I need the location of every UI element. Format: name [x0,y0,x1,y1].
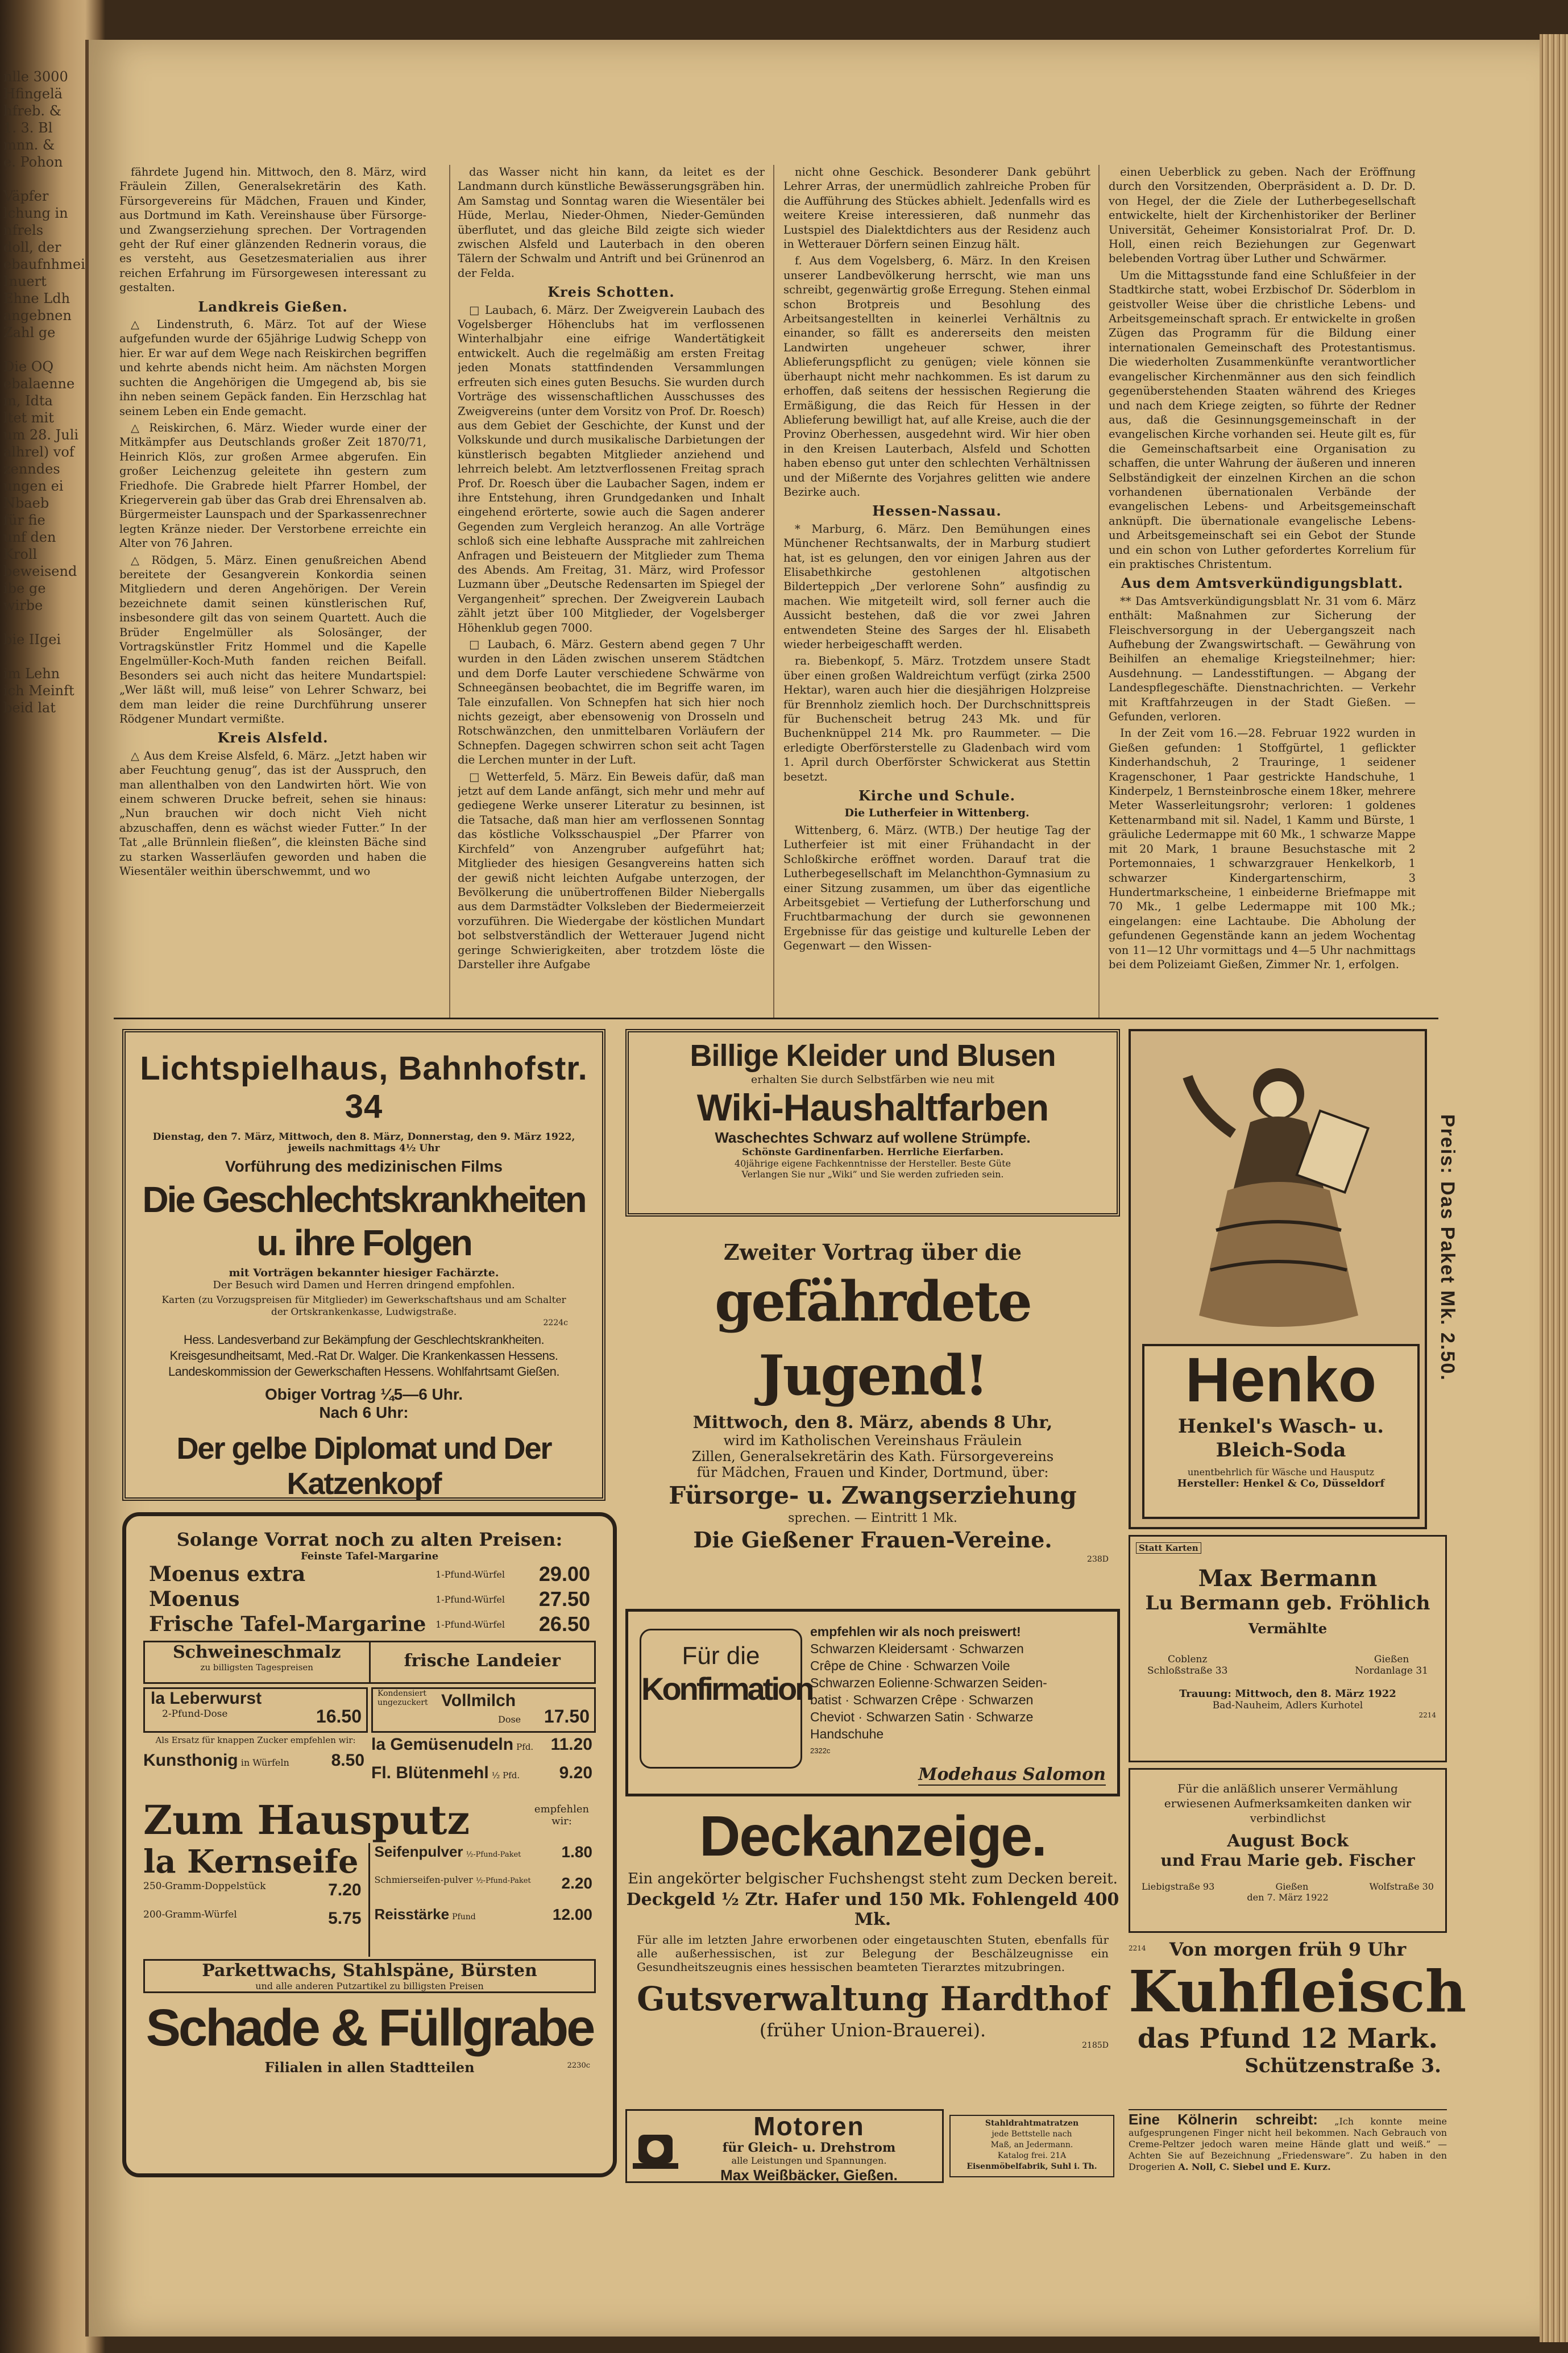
cinema-dates: Dienstag, den 7. März, Mittwoch, den 8. März, Donnerstag, den 9. März 1922, jeweils nachmittags 4½ Uhr [152,1131,575,1154]
confirmation-line: empfehlen wir als noch preiswert! [810,1624,1021,1639]
edge-text-line: m, Idta [3,393,53,409]
motor-ad [625,2109,944,2183]
text-column-1 [119,165,426,1018]
confirmation-line: batist · Schwarzen Crêpe · Schwarzen [810,1692,1034,1707]
ad-code: 2230c [567,2061,590,2070]
soft-soap-unit: ½-Pfund-Paket [475,1877,531,1885]
edge-text-line: ebaufnhmei [3,256,85,272]
groom-name: Max Bermann [1198,1565,1378,1592]
stud-ad [625,1802,1120,2109]
edge-text-line [0,341,91,358]
edge-text-line: ltet mit [3,410,54,426]
edge-text-line: ich Meinft [3,683,74,699]
edge-text-line: Kroll [3,546,38,562]
edge-text-line: alhrel) vof [3,444,74,460]
mattress-line: Maß, an Jedermann. [990,2140,1073,2149]
edge-text-line: zenndes [3,461,60,477]
product-name: Frische Tafel-Margarine [149,1612,426,1636]
powder-label: Seifenpulver [374,1843,463,1860]
section-heading: Hessen-Nassau. [872,503,1002,520]
soap-double-price: 7.20 [328,1881,362,1899]
edge-text-line: ibe ge [3,580,46,596]
soap-cube: 200-Gramm-Würfel [143,1909,237,1920]
grocery-sub: Feinste Tafel-Margarine [300,1550,439,1562]
cinema-after: Nach 6 Uhr: [319,1404,409,1421]
edge-text-line: mnn. & [3,137,55,153]
product-name: Moenus extra [149,1562,306,1586]
confirmation-line: Crêpe de Chine · Schwarzen Voile [810,1658,1010,1673]
margarine-row [149,1562,590,1587]
confirmation-left-2: Konfirmation [641,1671,812,1707]
product-unit: 1-Pfund-Würfel [435,1569,505,1580]
product-price: 26.50 [538,1612,590,1636]
lard-sub: zu billigsten Tagespreisen [200,1662,313,1673]
edge-text-line [0,648,91,665]
ad-code: 2214 [1129,1944,1146,1952]
ad-code: 2185D [1082,2041,1109,2050]
lecture-org: Die Gießener Frauen-Vereine. [693,1527,1052,1553]
woman-illustration [1165,1043,1392,1338]
ad-code: 2224c [543,1318,568,1327]
text-column-4 [1109,165,1416,1018]
lecture-intro: Zweiter Vortrag über die [723,1239,1022,1265]
motor-sub: für Gleich- u. Drehstrom [722,2140,896,2155]
henko-price: Preis: Das Paket Mk. 2.50. [1437,1114,1458,1381]
grocery-branches: Filialen in allen Stadtteilen [264,2059,475,2076]
section-divider [114,1018,1438,1019]
lecture-title: gefährdete Jugend! [715,1269,1031,1408]
edge-text-line: nlle 3000 [3,69,68,85]
henko-sub: Henkel's Wasch- u. Bleich-Soda [1177,1415,1384,1462]
city: Coblenz [1167,1654,1208,1665]
edge-text-line: für fie [3,512,45,528]
powder-price: 1.80 [561,1843,592,1861]
confirmation-ad [625,1609,1120,1796]
milk-price: 17.50 [544,1706,590,1727]
city: Gießen [1374,1654,1409,1665]
address: Wolfstraße 30 [1369,1881,1434,1892]
product-name: Moenus [149,1587,240,1611]
edge-text-line: Zahl ge [3,325,56,341]
paragraph: △ Reiskirchen, 6. März. Wieder wurde einer der Mitkämpfer aus Deutschlands großer Zeit 1870/71, Heinrich Klös, zur großen Armee abgerufen. Ein großer Leichenzug geleitete ihn gestern zum Friedhofe. Die Grabrede hielt Pfarrer Hombel, der Kriegerverein gab über das Grab drei Ehrensalven ab. Bürgermeister Launspach und der Sparkassenrechner legten Kränze nieder. Der Verstorbene erreichte ein Alter von 76 Jahren. [119,421,426,550]
milk-pre: Kondensiert ungezuckert [378,1689,428,1707]
confirmation-line: Schwarzen Kleidersamt · Schwarzen [810,1641,1024,1656]
cinema-subtitle: Vorführung des medizinischen Films [225,1157,503,1175]
lard-label: Schweineschmalz [172,1642,341,1662]
paragraph: einen Ueberblick zu geben. Nach der Eröffnung durch den Vorsitzenden, Oberpräsident a. D. Dr. D. von Hegel, der die Ziele der Lutherbegesellschaft entwickelte, hielt der Kirchenhistoriker der Berliner Universität, Geheimer Konsistorialrat Prof. Dr. D. Holl, einen reich Beziehungen zur Gegenwart belebenden Vortrag über Luther und Schwärmer. [1109,165,1416,265]
henko-sub2: unentbehrlich für Wäsche und Hausputz [1188,1467,1374,1478]
thanks-name-2: und Frau Marie geb. Fischer [1160,1851,1415,1870]
edge-text-line: um 28. Juli [3,427,79,443]
city: Gießen [1275,1881,1309,1892]
cinema-feature: Der gelbe Diplomat und Der Katzenkopf [176,1431,551,1501]
edge-text-line: nfrels [3,222,44,238]
mattress-line: Eisenmöbelfabrik, Suhl i. Th. [966,2162,1097,2171]
grocery-title: Solange Vorrat noch zu alten Preisen: [176,1529,563,1550]
paragraph: □ Laubach, 6. März. Der Zweigverein Laubach des Vogelsberger Höhenclubs hat im verflossenen Winterhalbjahr eine eifrige Wandertätigkeit entwickelt. Auch die regelmäßig am ersten Freitag jeden Monats stattfindenden Versammlungen erfreuten sich eines guten Besuchs. Sie wurden durch Vorträge des wissenschaftlichen Ausschusses des Zweigvereins (unter dem Vorsitz von Prof. Dr. Roesch) aus dem Gebiet der Geschichte, der Kunst und der Volkskunde und durch musikalische Darbietungen der künstlerisch begabten Mitglieder anziehend und lehrreich belebt. Am letztverflossenen Freitag sprach Prof. Dr. Roesch über die Laubacher Sagen, indem er ihre Entstehung, ihren Grundgedanken und Inhalt eingehend erörterte, sowie auch die Sagen anderer Gegenden zum Vergleich heranzog. An alle Vorträge schloß sich eine lebhafte Aussprache mit zahlreichen Anfragen und Beisteuern der Mitglieder zum Thema des Abends. Am Freitag, 31. März, wird Professor Luzmann über „Deutsche Redensarten im Spiegel der Vergangenheit” sprechen. Der Zweigverein Laubach zählt jetzt über 100 Mitglieder, der Vogelsberger Höhenklub gegen 7000. [458,303,765,634]
edge-text-line: Die OQ [3,359,54,375]
cinema-tickets: Karten (zu Vorzugspreisen für Mitglieder) im Gewerkschaftshaus und am Schalter der Ortskrankenkasse, Ludwigstraße. [161,1294,566,1318]
mattress-line: Stahldrahtmatratzen [985,2119,1079,2128]
edge-text-line [0,171,91,188]
flour-label: Fl. Blütenmehl [371,1763,489,1782]
paragraph: ra. Biebenkopf, 5. März. Trotzdem unsere Stadt über einen großen Waldreichtum verfügt (zirka 2500 Hektar), waren auch hier die diesjährigen Holzpreise für Brennholz ziemlich hoch. Der Durchschnittspreis für Buchenscheit betrug 243 Mk. und für Buchenknüppel 214 Mk. pro Raummeter. — Die erledigte Oberförsterstelle zu Gladenbach wird vom 1. April durch Oberförster Schwickerat aus Stettin besetzt. [783,654,1090,783]
paragraph: fährdete Jugend hin. Mittwoch, den 8. März, wird Fräulein Zillen, Generalsekretärin des Kath. Fürsorgevereins für Mädchen, Frauen und Kinder, aus Dortmund im Kath. Vereinshause über Fürsorge- und Zwangserziehung sprechen. Der Vortragenden geht der Ruf einer glänzenden Rednerin voraus, die es versteht, aus Gesetzesmaterialien aus ihrer reichen Erfahrung im Fürsorgewesen interessant zu gestalten. [119,165,426,294]
sugar-note: Als Ersatz für knappen Zucker empfehlen wir: [155,1735,356,1745]
edge-text-line: Nbaeb [3,495,49,511]
wax-label: Parkettwachs, Stahlspäne, Bürsten [202,1961,537,1981]
powder-unit: ½-Pfund-Paket [466,1850,521,1859]
paragraph: Wittenberg, 6. März. (WTB.) Der heutige Tag der Lutherfeier ist mit einer Frühandacht in der Schloßkirche eröffnet worden. Darauf trat die Lutherbegesellschaft im Melanchthon-Gymnasium zu einer Sitzung zusammen, um über das eigentliche Arbeitsgebiet — Vertiefung der Lutherforschung und Fruchtbarmachung der durch sie gewonnenen Ergebnisse für das geistige und kulturelle Leben der Gegenwart — den Wissen- [783,823,1090,953]
paragraph: □ Laubach, 6. März. Gestern abend gegen 7 Uhr wurden in den Läden zwischen unserem Städtchen und dem Dorfe Lauter verschiedene Schwärme von Schneegänsen beobachtet, die im Begriffe waren, im Tale einzufallen. Von Schnepfen hat sich hier noch nichts gezeigt, aber ebensowenig von Drosseln und Rotschwänzchen, den unmittelbaren Vorläufern der Schnepfen. Dagegen schwirren schon seit acht Tagen die Lerchen munter in der Luft. [458,638,765,767]
paragraph: △ Aus dem Kreise Alsfeld, 6. März. „Jetzt haben wir aber Feuchtung genug”, das ist der Ausspruch, den man allenthalben von den Landwirten hört. Wie von einem schweren Drucke befreit, sehen sie hinaus: „Nun brauchen wir doch nicht Vieh nicht abzuschaffen, denn es wächst wieder Futter.” In der Tat „alle Brünnlein fließen”, die kleinsten Bäche sind zu starken Wasserläufen geworden und haben die Wiesentäler weithin überschwemmt, und wo [119,749,426,878]
honey-unit: in Würfeln [240,1757,289,1768]
address: Nordanlage 31 [1355,1665,1428,1676]
soft-soap-price: 2.20 [561,1874,592,1892]
text-column-3 [783,165,1090,1018]
liverwurst-price: 16.50 [316,1706,362,1727]
cleaning-side: empfehlen wir: [534,1803,590,1827]
honey-price: 8.50 [331,1751,364,1770]
cream-ad [1129,2109,1447,2184]
cream-text: „Ich konnte meine aufgesprungenen Finger nicht heil bekommen. Nach Gebrauch von Creme-Peltzer jedoch waren meine Hände glatt und weiß.” — Achten Sie auf Bezeichnung „Friedensware”. Zu haben in den Drogerien [1129,2116,1447,2172]
cinema-ad [122,1029,605,1501]
noodles-unit: Pfd. [516,1742,534,1752]
paragraph: △ Rödgen, 5. März. Einen genußreichen Abend bereitete der Gesangverein Konkordia seinen Mitgliedern und deren Angehörigen. Der Verein bezeichnete damit seinen künstlerischen Ruf, insbesondere gilt das von seinem Quartett. Auch die Brüder Engelmüller als Solosänger, der Vortragskünstler Fritz Hommel und die Kapelle Engelmüller-Koch-Muth fanden reichen Beifall. Besonders sei auch nicht das heitere Mundartspiel: „Wer läßt will, muß leise” von Lehrer Schwarz, bei dem man leider die reine Durchführung unserer Rödgener Mundart vermißte. [119,553,426,726]
edge-text-line: bie IIgei [3,632,61,648]
edge-text-line: im Lehn [3,666,60,682]
cinema-org: Hess. Landesverband zur Bekämpfung der Geschlechtskrankheiten. [183,1333,545,1347]
confirmation-line: Cheviot · Schwarzen Satin · Schwarze [810,1709,1034,1724]
edge-text-line: angebnen [3,308,72,323]
product-price: 29.00 [538,1562,590,1586]
cinema-lectures: mit Vorträgen bekannter hiesiger Fachärzte. [229,1267,499,1279]
lecture-line: Mittwoch, den 8. März, abends 8 Uhr, [692,1413,1053,1433]
honey-label: Kunsthonig [143,1751,238,1770]
beef-price: das Pfund 12 Mark. [1137,2023,1438,2055]
thanks-name-1: August Bock [1227,1831,1349,1851]
lecture-ad [625,1222,1120,1597]
wiki-dye-ad [625,1029,1120,1217]
cream-title: Eine Kölnerin schreibt: [1129,2111,1318,2128]
beef-ad [1129,1939,1467,2103]
mattress-line: jede Bettstelle nach [992,2130,1072,2139]
paragraph: △ Lindenstruth, 6. März. Tot auf der Wiese aufgefunden wurde der 65jährige Ludwig Schepp von hier. Er war auf dem Wege nach Reiskirchen begriffen und kehrte abends nicht heim. Am nächsten Morgen suchten die Angehörigen die Umgegend ab, bis sie ihn neben seinem Gepäck fanden. Ein Herzschlag hat seinem Leben ein Ende gemacht. [119,318,426,418]
edge-text-line: ebalaenne [3,376,75,392]
cinema-note: Der Besuch wird Damen und Herren dringend empfohlen. [213,1279,515,1291]
soft-soap-label: Schmierseifen-pulver [374,1874,473,1885]
stud-line: Ein angekörter belgischer Fuchshengst steht zum Decken bereit. [628,1870,1118,1887]
notice-label: Statt Karten [1136,1542,1201,1554]
margarine-row [149,1587,590,1612]
column-rule [1098,165,1100,1018]
lecture-entry: sprechen. — Eintritt 1 Mk. [788,1511,957,1525]
section-heading: Kreis Alsfeld. [217,729,329,746]
edge-text-line: Hfingelä [3,86,63,102]
cinema-title: Lichtspielhaus, Bahnhofstr. 34 [140,1050,588,1125]
paragraph: In der Zeit vom 16.—28. Februar 1922 wurden in Gießen gefunden: 1 Stoffgürtel, 1 geflickter Kinderhandschuh, 2 Trauringe, 1 seidener Kragenschoner, 1 Paar gestrickte Handschuhe, 1 Kinderpelz, 1 Bernsteinbrosche einem 18ker, mehrere Meter Wasserleitungsrohr; verloren: 1 goldenes Kettenarmband mit sil. Nadel, 1 Kamm und Bürste, 1 gräuliche Ledermappe mit 60 Mk., 1 schwarze Mappe mit 20 Mark, 1 braune Besuchstasche mit 2 Portemonnaies, 1 schwarzgrauer Henkelkorb, 1 schwarzer Kindergartenschirm, 3 Hundertmarkscheine, 1 einbeiderne Briefmappe mit 70 Mk., 1 gelbe Ledermappe mit 100 Mk.; eingelangen: eine Lachtaube. Die Abholung der gefundenen Gegenstände kann an jedem Wochentag von 11—12 Uhr vormittags und 4—5 Uhr nachmittags bei dem Polizeiamt Gießen, Zimmer Nr. 1, erfolgen. [1109,727,1416,971]
edge-text-line: ungen ei [3,478,64,494]
text-column-2 [458,165,765,1018]
wiki-line: 40jährige eigene Fachkenntnisse der Hersteller. Beste Güte [734,1158,1011,1169]
stud-farm: Gutsverwaltung Hardthof [637,1979,1109,2018]
section-heading: Aus dem Amtsverkündigungsblatt. [1121,575,1404,592]
wedding-date: Trauung: Mittwoch, den 8. März 1922 [1179,1688,1396,1700]
flour-price: 9.20 [559,1763,592,1782]
motor-maker: Max Weißbäcker, Gießen. [720,2167,898,2184]
stud-farm-sub: (früher Union-Brauerei). [759,2019,986,2041]
confirmation-left-1: Für die [682,1642,760,1670]
paragraph: f. Aus dem Vogelsberg, 6. März. In den Kreisen unserer Landbevölkerung herrscht, wie man uns schreibt, gegenwärtig große Erregung. Stehen einmal schon Brotpreis und Besohlung des Arbeitsangestellten in keinerlei Verhältnis zu einander, so fällt es andererseits den meisten Landwirten ungeheuer schwer, ihrer Ablieferungspflicht zu genügen; viele können sie überhaupt nicht mehr nachkommen. Es ist darum zu erhoffen, daß seitens der hessischen Regierung die Ermäßigung, die das Reich für Hessen in der Ablieferung bewilligt hat, auf alle Kreise, auch die der Provinz Oberhessen, ausgedehnt wird. Wir hier oben in den Kreisen Lauterbach, Alsfeld und Schotten haben ebenso gut unter den schlechten Verhältnissen und der Mißernte des Vorjahres gelitten wie andere Bezirke auch. [783,254,1090,499]
wiki-brand: Wiki-Haushaltfarben [696,1086,1049,1128]
edge-text-line: beid lat [3,700,56,716]
mattress-ad [949,2115,1114,2177]
lecture-line: für Mädchen, Frauen und Kinder, Dortmund, über: [696,1464,1049,1480]
thanks-text: Für die anläßlich unserer Vermählung erwiesenen Aufmerksamkeiten danken wir verbindlichst [1164,1782,1412,1825]
starch-unit: Pfund [452,1912,476,1922]
cream-shops: A. Noll, C. Siebel und E. Kurz. [1178,2161,1331,2172]
motor-icon [633,2118,678,2174]
noodles-label: la Gemüsenudeln [371,1735,514,1754]
stud-title: Deckanzeige. [699,1804,1046,1868]
lecture-line: wird im Katholischen Vereinshaus Fräulein [723,1433,1022,1449]
mattress-line: Katalog frei. 21A [997,2151,1067,2160]
edge-text-line: Inuert [3,273,47,289]
lecture-topic: Fürsorge- u. Zwangserziehung [669,1481,1077,1509]
grocery-brand: Schade & Füllgrabe [146,1999,594,2057]
starch-label: Reisstärke [374,1906,450,1923]
married-label: Vermählte [1248,1620,1328,1637]
motor-title: Motoren [753,2111,865,2141]
address: Schloßstraße 33 [1147,1665,1228,1676]
edge-text-line: 1. 3. Bl [3,120,53,136]
left-page-edge [0,68,91,2285]
beef-top: Von morgen früh 9 Uhr [1169,1939,1407,1960]
edge-text-line [0,614,91,631]
paragraph: □ Wetterfeld, 5. März. Ein Beweis dafür, daß man jetzt auf dem Lande anfängt, sich mehr und mehr auf gediegene Werke unserer Literatur zu besinnen, ist die Tatsache, daß man hier am verflossenen Sonntag das köstliche Volksschauspiel „Der Pfarrer von Kirchfeld” von Anzengruber aufgeführt hat; Mitglieder des hiesigen Gesangvereins hatten sich der gewiß nicht leichten Aufgabe unterzogen, der Bevölkerung die unübertroffenen Bilder Niebergalls aus dem Darmstädter Volksleben der Biedermeierzeit vorzuführen. Die Wiedergabe der köstlichen Mundart bot selbstverständlich der Wetterauer Jugend nicht geringe Schwierigkeiten, aber trotzdem löste die Darsteller ihre Aufgabe [458,770,765,971]
henko-maker: Hersteller: Henkel & Co, Düsseldorf [1177,1478,1385,1489]
margarine-row [149,1612,590,1637]
eggs-label: frische Landeier [404,1651,561,1671]
edge-text-line: Väpfer [3,188,49,204]
wiki-line: Schönste Gardinenfarben. Herrliche Eierfarben. [741,1147,1003,1158]
film-title: Die Geschlechtskrankheiten u. ihre Folgen [142,1179,586,1263]
sub-heading: Die Lutherfeier in Wittenberg. [844,807,1030,820]
product-unit: 1-Pfund-Würfel [435,1619,505,1630]
product-unit: 1-Pfund-Würfel [435,1594,505,1605]
column-rule [449,165,450,1018]
wax-sub: und alle anderen Putzartikel zu billigsten Preisen [255,1981,484,1991]
confirmation-line: Handschuhe [810,1727,884,1741]
section-heading: Kreis Schotten. [547,284,675,301]
section-heading: Landkreis Gießen. [198,298,348,315]
ad-code: 2322c [810,1746,831,1755]
edge-text-line: hfreb. & [3,103,61,119]
edge-text-line: e. Pohon [3,154,63,170]
wiki-title: Billige Kleider und Blusen [690,1039,1056,1073]
ad-code: 2214 [1418,1711,1436,1719]
stud-fee: Deckgeld ½ Ztr. Hafer und 150 Mk. Fohlengeld 400 Mk. [626,1890,1119,1929]
thanks-date: den 7. März 1922 [1247,1892,1329,1903]
cinema-org: Landeskommission der Gewerkschaften Hessens. Wohlfahrtsamt Gießen. [168,1364,559,1379]
ad-code: 238D [1087,1555,1109,1564]
wiki-sub: erhalten Sie durch Selbstfärben wie neu mit [750,1073,995,1086]
starch-price: 12.00 [552,1906,592,1923]
cinema-time: Obiger Vortrag ¼5—6 Uhr. [264,1385,463,1403]
beef-title: Kuhfleisch [1129,1958,1467,2025]
milk-label: Vollmilch [441,1691,516,1710]
product-price: 27.50 [538,1587,590,1611]
edge-text-line: lchung in [3,205,68,221]
wedding-place: Bad-Nauheim, Adlers Kurhotel [1212,1700,1363,1711]
page-stack-edge [1540,34,1568,2342]
lecture-line: Zillen, Generalsekretärin des Kath. Fürsorgevereins [691,1449,1054,1464]
wiki-line: Waschechtes Schwarz auf wollene Strümpfe. [715,1129,1031,1146]
beef-address: Schützenstraße 3. [1245,2055,1441,2077]
stud-text: Für alle im letzten Jahre erworbenen oder eingetauschten Stuten, ebenfalls für alle außerhessischen, ist zur Belegung der Beschälzeugnisse ein Gesundheitszeugnis eines hessischen beamteten Tierarztes mitzubringen. [637,1933,1109,1974]
wiki-line: Verlangen Sie nur „Wiki” und Sie werden zufrieden sein. [741,1169,1004,1180]
soap-double: 250-Gramm-Doppelstück [143,1881,266,1892]
edge-text-line: Ehne Ldh [3,291,70,306]
edge-text-line: unf den [3,529,56,545]
noodles-price: 11.20 [550,1735,592,1754]
paragraph: nicht ohne Geschick. Besonderer Dank gebührt Lehrer Arras, der unermüdlich zahlreiche Proben für die Aufführung des Stückes abhielt. Jedenfalls wird es weitere Kreise interessieren, daß nunmehr das Lustspiel des Dialektdichters aus der Residenz auch in Wetterauer Dörfern seinen Einzug hält. [783,165,1090,251]
wedding-notice-bermann [1129,1535,1447,1762]
cinema-org: Kreisgesundheitsamt, Med.-Rat Dr. Walger. Die Krankenkassen Hessens. [169,1348,558,1363]
address: Liebigstraße 93 [1142,1881,1215,1892]
edge-text-line: wirbe [3,597,43,613]
edge-text-line: doll, der [3,239,61,255]
grocery-ad [122,1512,617,2177]
edge-text-line: beweisend [3,563,77,579]
soap-label: la Kernseife [143,1843,359,1881]
store-brand: Modehaus Salomon [918,1765,1106,1785]
paragraph: ** Das Amtsverkündigungsblatt Nr. 31 vom 6. März enthält: Maßnahmen zur Sicherung der Fleischversorgung in der Uebergangszeit nach Aufhebung der Zwangswirtschaft. — Gewährung von Beihilfen an ehemalige Kriegsteilnehmer; hier: Ausdehnung. — Landesstiftungen. — Abgang der Landespflegeschäfte. Dienstnachrichten. — Verkehr mit Kraftfahrzeugen in der Stadt Gießen. — Gefunden, verloren. [1109,594,1416,724]
henko-ad [1129,1029,1427,1529]
henko-brand: Henko [1185,1345,1377,1415]
paragraph: Um die Mittagsstunde fand eine Schlußfeier in der Stadtkirche statt, wobei Erzbischof Dr. Söderblom in geistvoller Weise über die christliche Lebens- und Arbeitsgemeinschaft sprach. Er entwickelte in großen Zügen das Programm für die Bildung einer internationalen Gemeinschaft des Protestantismus. Die wiederholten Zusammenkünfte verantwortlicher evangelischer Kirchenmänner aus den sich feindlich gegenüberstehenden Staaten während des Krieges und nach dem Kriege zeigten, so führte der Redner aus, daß die Gesinnungsgemeinschaft in der evangelischen Kirche vorhanden sei. Heute gilt es, für die Gemeinschaftsarbeit eine Organisation zu schaffen, die unter Wahrung der äußeren und inneren Selbständigkeit der einzelnen Kirchen an die schon vorhandenen übernationalen Verbände der evangelischen Lebens- und Arbeitsgemeinschaft anknüpft. Die übernationale evangelische Lebens- und Arbeitsgemeinschaft sei ein Gebot der Stunde und ein schon von Luther gefordertes Korrelium für ein praktisches Christentum. [1109,268,1416,571]
liverwurst-unit: 2-Pfund-Dose [162,1708,228,1720]
soap-cube-price: 5.75 [328,1909,362,1928]
section-heading: Kirche und Schule. [858,787,1015,804]
liverwurst-label: la Leberwurst [151,1689,262,1708]
paragraph: das Wasser nicht hin kann, da leitet es der Landmann durch künstliche Bewässerungsgräben hin. Am Samstag und Sonntag waren die Wiesentäler bei Hüde, Merlau, Nieder-Ohmen, Nieder-Gemünden überflutet, und das gleiche Bild zeigte sich wieder zwischen Alsfeld und Lauterbach in den oberen Tälern der Schwalm und Antrift und bei Grünenrod an der Felda. [458,165,765,280]
flour-unit: ½ Pfd. [491,1770,520,1781]
motor-sub2: alle Leistungen und Spannungen. [731,2155,887,2166]
bride-name: Lu Bermann geb. Fröhlich [1145,1592,1430,1615]
paragraph: * Marburg, 6. März. Den Bemühungen eines Münchener Rechtsanwalts, der in Marburg studiert hat, ist es gelungen, den vor einigen Jahren aus der Elisabethkirche gestohlenen altgotischen Bilderteppich „Der verlorene Sohn” ausfindig zu machen. Wie mitgeteilt wird, soll ferner auch die Aussicht bestehen, daß die vor zwei Jahren entwendeten Steine des Sarges der hl. Elisabeth wieder herbeigeschafft werden. [783,522,1090,651]
thanks-notice-bock [1129,1768,1447,1933]
milk-unit: Dose [498,1714,521,1725]
column-rule [773,165,774,1018]
margarine-list [126,1562,613,1637]
confirmation-line: Schwarzen Eolienne·Schwarzen Seiden- [810,1675,1047,1690]
cleaning-title: Zum Hausputz [143,1796,470,1844]
